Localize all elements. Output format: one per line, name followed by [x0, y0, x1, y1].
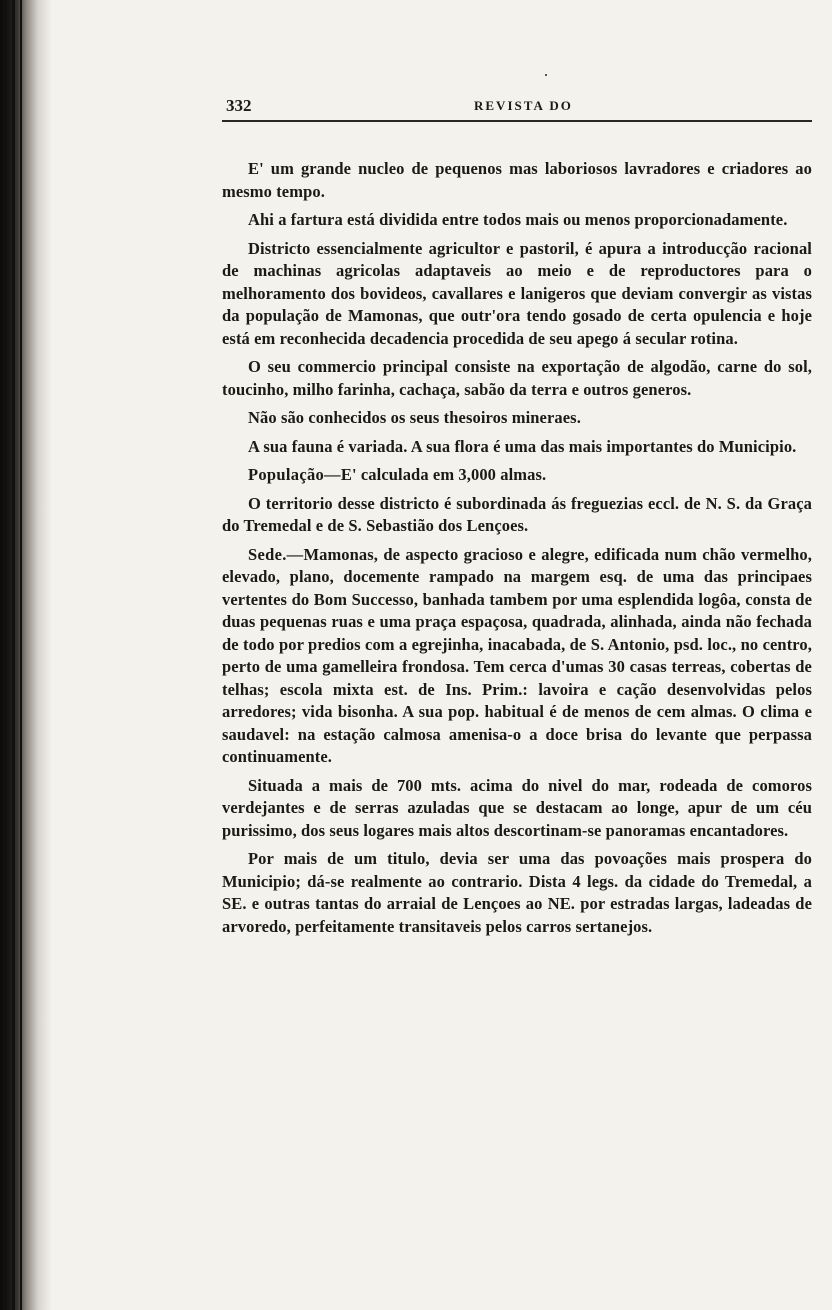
paragraph-text: E' calculada em 3,000 almas.	[340, 465, 547, 484]
paragraph-text: Mamonas, de aspecto gracioso e alegre, edificada num chão vermelho, elevado, plano, docemente rampado na margem esq. de uma das principaes vertentes do Bom Successo, banhada tambem por uma esplendida logôa, consta de duas pequenas ruas e uma praça espaçosa, quadrada, alinhada, ainda não fechada de todo por predios com a egrejinha, inacabada, de S. Antonio, psd. loc., no centro, perto de uma gamelleira frondosa. Tem cerca d'umas 30 casas terreas, cobertas de telhas; escola mixta est. de Ins. Prim.: lavoira e cação desenvolvidas pelos arredores; vida bisonha. A sua pop. habitual é de menos de cem almas. O clima e saudavel: na estação calmosa amenisa-o a doce brisa do levante que perpassa continuamente.	[222, 544, 812, 766]
spine-line	[4, 0, 7, 1310]
spine-line	[12, 0, 15, 1310]
paragraph	[222, 464, 812, 487]
page-number: 332	[226, 96, 252, 115]
paragraph	[222, 493, 812, 538]
running-title: REVISTA DO	[474, 98, 573, 113]
paragraph-text: A sua fauna é variada. A sua flora é uma das mais importantes do Municipio.	[248, 436, 797, 456]
body-text	[222, 158, 812, 938]
paragraph	[222, 209, 812, 232]
speck	[545, 74, 547, 76]
page-header	[222, 92, 812, 122]
paragraph-text: E' um grande nucleo de pequenos mas laboriosos lavradores e criadores ao mesmo tempo.	[222, 159, 812, 201]
paragraph	[222, 238, 812, 351]
paragraph-text: Ahi a fartura está dividida entre todos mais ou menos proporcionadamente.	[248, 210, 788, 229]
paragraph-text: O seu commercio principal consiste na exportação de algodão, carne do sol, toucinho, milho farinha, cachaça, sabão da terra e outros generos.	[222, 357, 812, 399]
paragraph-lead: Sede.—	[248, 544, 304, 564]
paragraph-text: Districto essencialmente agricultor e pastoril, é apura a introducção racional de machinas agricolas adaptaveis ao meio e de reproductores para o melhoramento dos bovideos, cavallares e lanigeros que deviam convergir as vistas da população de Mamonas, que outr'ora tendo gosado de certa opulencia e hoje está em reconhecida decadencia procedida de seu apego á secular rotina.	[222, 238, 812, 348]
paragraph	[222, 356, 812, 401]
paragraph	[222, 775, 812, 843]
book-spine-shadow	[0, 0, 52, 1310]
book-page	[222, 92, 812, 944]
paragraph-text: Situada a mais de 700 mts. acima do nivel do mar, rodeada de comoros verdejantes e de serras azuladas que se destacam ao longe, apur de um céu purissimo, dos seus logares mais altos descortinam-se panoramas encantadores.	[222, 775, 812, 840]
paragraph-text: Por mais de um titulo, devia ser uma das povoações mais prospera do Municipio; dá-se realmente ao contrario. Dista 4 legs. da cidade do Tremedal, a SE. e outras tantas do arraial de Lençoes ao NE. por estradas largas, ladeadas de arvoredo, perfeitamente transitaveis pelos carros sertanejos.	[222, 849, 812, 936]
paragraph	[222, 544, 812, 769]
paragraph	[222, 158, 812, 203]
paragraph	[222, 407, 812, 430]
paragraph-text: O territorio desse districto é subordinada ás freguezias eccl. de N. S. da Graça do Tremedal e de S. Sebastião dos Lençoes.	[222, 493, 812, 535]
paragraph	[222, 436, 812, 459]
spine-line	[20, 0, 22, 1310]
paragraph-lead: População—	[248, 465, 341, 484]
paragraph-text: Não são conhecidos os seus thesoiros mineraes.	[248, 408, 581, 427]
paragraph	[222, 848, 812, 938]
